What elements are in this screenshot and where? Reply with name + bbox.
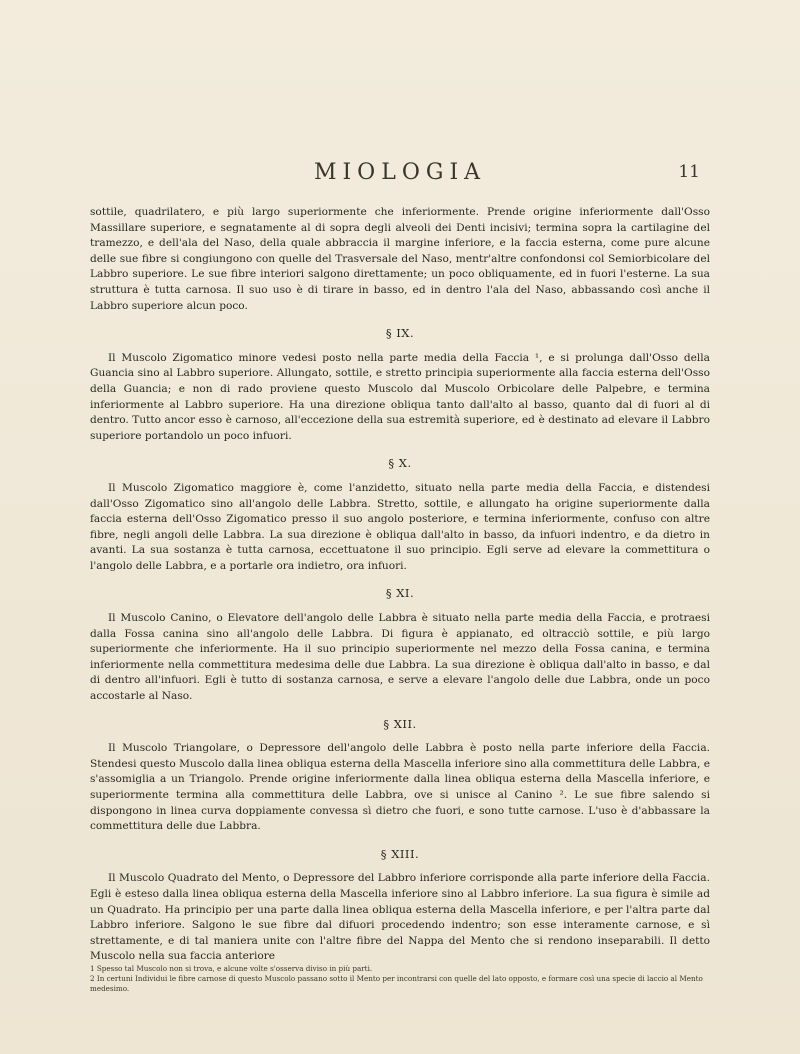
section-heading-13: § XIII. xyxy=(380,846,420,861)
section-heading-9: § IX. xyxy=(385,326,415,341)
paragraph-section-11: Il Muscolo Canino, o Elevatore dell'angolo delle Labbra è situato nella parte media della Faccia, e protraesi dalla Fossa canina sino all'angolo delle Labbra. Di figura è appianato, ed oltracciò sottile, e più largo superiormente che inferiormente. Ha il suo principio superiormente nel mezzo della Fossa canina, e termina inferiormente nella commettitura medesima delle due Labbra. La sua direzione è obliqua dall'alto in basso, e dal di dentro all'infuori. Egli è tutto di sostanza carnosa, e serve a elevare l'angolo delle due Labbra, onde un poco accostarle al Naso. xyxy=(90,612,710,703)
footnotes xyxy=(90,964,710,994)
section-heading-10: § X. xyxy=(388,456,412,471)
paragraph-section-12: Il Muscolo Triangolare, o Depressore dell'angolo delle Labbra è posto nella parte inferiore della Faccia. Stendesi questo Muscolo dalla linea obliqua esterna della Mascella inferiore sino alla commettitura delle Labbra, e s'assomiglia a un Triangolo. Prende origine inferiormente dalla linea obliqua esterna della Mascella inferiore, e superiormente termina alla commettitura delle Labbra, ove si unisce al Canino ². Le sue fibre salendo si dispongono in linea curva doppiamente convessa sì dietro che fuori, e sono tutte carnose. L'uso è d'abbassare la commettitura delle due Labbra. xyxy=(90,742,710,833)
footnote-1: 1 Spesso tal Muscolo non si trova, e alcune volte s'osserva diviso in più parti. xyxy=(90,964,373,973)
paragraph-section-9: Il Muscolo Zigomatico minore vedesi posto nella parte media della Faccia ¹, e si prolunga dall'Osso della Guancia sino al Labbro superiore. Allungato, sottile, e stretto principia superiormente alla faccia esterna dell'Osso della Guancia; e non di rado proviene questo Muscolo dal Muscolo Orbicolare delle Palpebre, e termina inferiormente al Labbro superiore. Ha una direzione obliqua tanto dall'alto al basso, quanto dal di fuori al di dentro. Tutto ancor esso è carnoso, all'eccezione della sua estremità superiore, ed è destinato ad elevare il Labbro superiore portandolo un poco infuori. xyxy=(90,351,710,442)
page-number: 11 xyxy=(678,162,700,182)
page-body xyxy=(90,205,710,965)
section-heading-11: § XI. xyxy=(385,586,415,601)
running-title: MIOLOGIA xyxy=(313,160,487,185)
section-heading-12: § XII. xyxy=(383,716,417,731)
paragraph-section-13: Il Muscolo Quadrato del Mento, o Depressore del Labbro inferiore corrisponde alla parte inferiore della Faccia. Egli è esteso dalla linea obliqua esterna della Mascella inferiore sino al Labbro inferiore. La sua figura è simile ad un Quadrato. Ha principio per una parte dalla linea obliqua esterna della Mascella inferiore, e per l'altra parte dal Labbro inferiore. Salgono le sue fibre dal difuori procedendo indentro; son esse interamente carnose, e sì strettamente, e di tal maniera unite con l'altre fibre del Nappa del Mento che si rendono inseparabili. Il detto Muscolo nella sua faccia anteriore xyxy=(90,872,710,963)
footnote-2: 2 In certuni Individui le fibre carnose di questo Muscolo passano sotto il Mento per incontrarsi con quelle del lato opposto, e formare così una specie di laccio al Mento medesimo. xyxy=(90,974,703,993)
page-header xyxy=(100,160,700,188)
paragraph-intro: sottile, quadrilatero, e più largo superiormente che inferiormente. Prende origine inferiormente dall'Osso Massillare superiore, e segnatamente al di sopra degli alveoli dei Denti incisivi; termina sopra la cartilagine del tramezzo, e dell'ala del Naso, della quale abbraccia il margine inferiore, e la faccia esterna, come pure alcune delle sue fibre si congiungono con quelle del Trasversale del Naso, mentr'altre confondonsi col Semiorbicolare del Labbro superiore. Le sue fibre interiori salgono direttamente; un poco obliquamente, ed in fuori l'esterne. La sua struttura è tutta carnosa. Il suo uso è di tirare in basso, ed in dentro l'ala del Naso, abbassando così anche il Labbro superiore alcun poco. xyxy=(90,206,710,312)
paragraph-section-10: Il Muscolo Zigomatico maggiore è, come l'anzidetto, situato nella parte media della Faccia, e distendesi dall'Osso Zigomatico sino all'angolo delle Labbra. Stretto, sottile, e allungato ha origine superiormente dalla faccia esterna dell'Osso Zigomatico presso il suo angolo posteriore, e termina inferiormente, confuso con altre fibre, negli angoli delle Labbra. La sua direzione è obliqua dall'alto in basso, da infuori indentro, e da dietro in avanti. La sua sostanza è tutta carnosa, eccettuatone il suo principio. Egli serve ad elevare la commettitura o l'angolo delle Labbra, e a portarle ora indietro, ora infuori. xyxy=(90,481,710,572)
